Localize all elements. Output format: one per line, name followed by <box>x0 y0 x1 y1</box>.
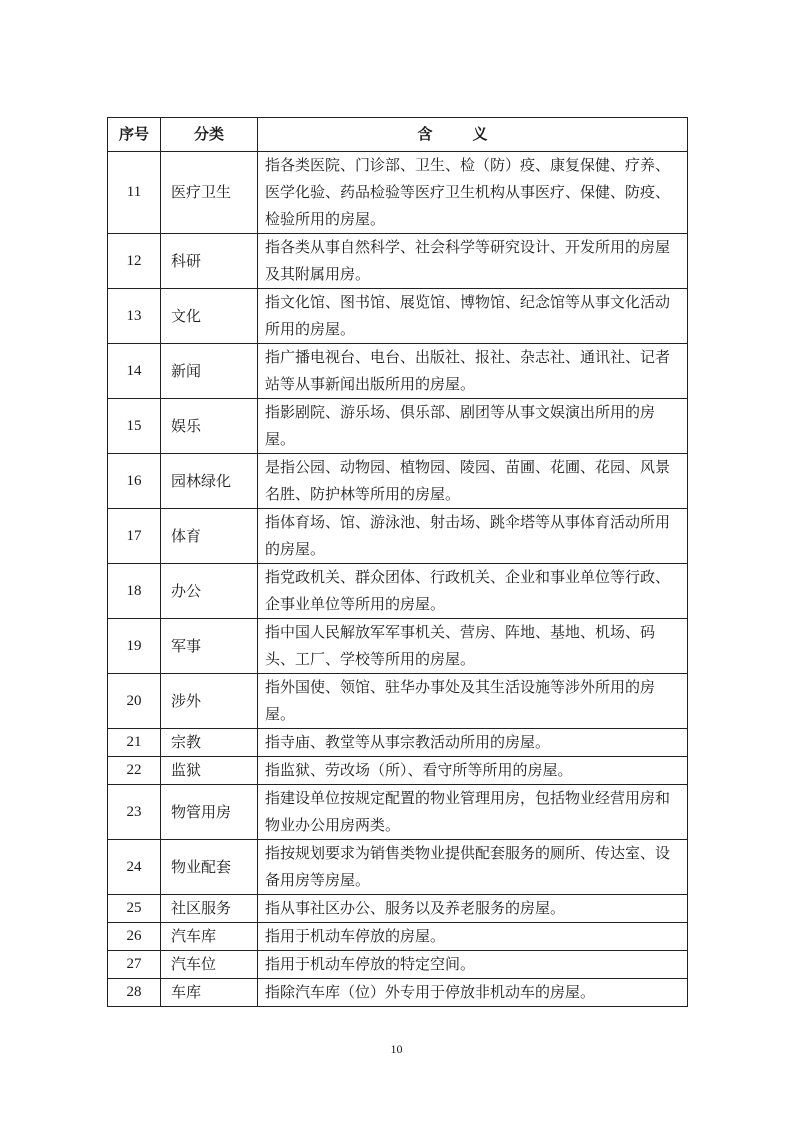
header-category: 分类 <box>161 118 258 152</box>
row-number: 28 <box>108 979 161 1007</box>
row-category: 汽车位 <box>161 951 258 979</box>
row-category: 娱乐 <box>161 399 258 454</box>
row-number: 13 <box>108 289 161 344</box>
row-meaning: 指各类医院、门诊部、卫生、检（防）疫、康复保健、疗养、医学化验、药品检验等医疗卫生机构从事医疗、保健、防疫、检验所用的房屋。 <box>258 152 688 234</box>
row-meaning: 指广播电视台、电台、出版社、报社、杂志社、通讯社、记者站等从事新闻出版所用的房屋。 <box>258 344 688 399</box>
classification-table <box>107 117 688 1007</box>
table-row <box>108 399 688 454</box>
row-category: 物管用房 <box>161 785 258 840</box>
table-row <box>108 509 688 564</box>
row-number: 15 <box>108 399 161 454</box>
table-row <box>108 564 688 619</box>
table-row <box>108 757 688 785</box>
page-number: 10 <box>390 1042 403 1056</box>
row-meaning: 指用于机动车停放的特定空间。 <box>258 951 688 979</box>
row-category: 医疗卫生 <box>161 152 258 234</box>
row-number: 26 <box>108 923 161 951</box>
table-row <box>108 785 688 840</box>
row-meaning: 指各类从事自然科学、社会科学等研究设计、开发所用的房屋及其附属用房。 <box>258 234 688 289</box>
row-meaning: 是指公园、动物园、植物园、陵园、苗圃、花圃、花园、风景名胜、防护林等所用的房屋。 <box>258 454 688 509</box>
header-number: 序号 <box>108 118 161 152</box>
row-meaning: 指中国人民解放军军事机关、营房、阵地、基地、机场、码头、工厂、学校等所用的房屋。 <box>258 619 688 674</box>
row-number: 22 <box>108 757 161 785</box>
row-meaning: 指建设单位按规定配置的物业管理用房，包括物业经营用房和物业办公用房两类。 <box>258 785 688 840</box>
header-meaning <box>258 118 688 152</box>
row-category: 园林绿化 <box>161 454 258 509</box>
row-number: 19 <box>108 619 161 674</box>
header-meaning-text: 含义 <box>417 125 528 143</box>
row-meaning: 指监狱、劳改场（所）、看守所等所用的房屋。 <box>258 757 688 785</box>
row-meaning: 指体育场、馆、游泳池、射击场、跳伞塔等从事体育活动所用的房屋。 <box>258 509 688 564</box>
row-category: 科研 <box>161 234 258 289</box>
row-number: 16 <box>108 454 161 509</box>
table-row <box>108 895 688 923</box>
row-category: 军事 <box>161 619 258 674</box>
table-row <box>108 979 688 1007</box>
row-number: 27 <box>108 951 161 979</box>
row-category: 车库 <box>161 979 258 1007</box>
row-meaning: 指外国使、领馆、驻华办事处及其生活设施等涉外所用的房屋。 <box>258 674 688 729</box>
row-category: 汽车库 <box>161 923 258 951</box>
row-category: 体育 <box>161 509 258 564</box>
row-number: 24 <box>108 840 161 895</box>
row-category: 宗教 <box>161 729 258 757</box>
row-category: 新闻 <box>161 344 258 399</box>
row-number: 20 <box>108 674 161 729</box>
table-row <box>108 289 688 344</box>
table-row <box>108 951 688 979</box>
row-number: 14 <box>108 344 161 399</box>
row-number: 21 <box>108 729 161 757</box>
row-category: 监狱 <box>161 757 258 785</box>
row-category: 文化 <box>161 289 258 344</box>
row-meaning: 指按规划要求为销售类物业提供配套服务的厕所、传达室、设备用房等房屋。 <box>258 840 688 895</box>
row-category: 社区服务 <box>161 895 258 923</box>
table-row <box>108 152 688 234</box>
table-body <box>108 152 688 1007</box>
table-header-row <box>108 118 688 152</box>
row-category: 办公 <box>161 564 258 619</box>
row-meaning: 指文化馆、图书馆、展览馆、博物馆、纪念馆等从事文化活动所用的房屋。 <box>258 289 688 344</box>
row-meaning: 指除汽车库（位）外专用于停放非机动车的房屋。 <box>258 979 688 1007</box>
table-row <box>108 729 688 757</box>
row-meaning: 指影剧院、游乐场、俱乐部、剧团等从事文娱演出所用的房屋。 <box>258 399 688 454</box>
table-row <box>108 923 688 951</box>
table-row <box>108 840 688 895</box>
row-meaning: 指从事社区办公、服务以及养老服务的房屋。 <box>258 895 688 923</box>
row-meaning: 指党政机关、群众团体、行政机关、企业和事业单位等行政、企事业单位等所用的房屋。 <box>258 564 688 619</box>
row-category: 物业配套 <box>161 840 258 895</box>
table-row <box>108 344 688 399</box>
row-number: 25 <box>108 895 161 923</box>
row-category: 涉外 <box>161 674 258 729</box>
row-number: 17 <box>108 509 161 564</box>
row-number: 11 <box>108 152 161 234</box>
row-meaning: 指寺庙、教堂等从事宗教活动所用的房屋。 <box>258 729 688 757</box>
table-row <box>108 234 688 289</box>
row-number: 23 <box>108 785 161 840</box>
row-meaning: 指用于机动车停放的房屋。 <box>258 923 688 951</box>
table-row <box>108 619 688 674</box>
table-row <box>108 454 688 509</box>
row-number: 12 <box>108 234 161 289</box>
row-number: 18 <box>108 564 161 619</box>
table-row <box>108 674 688 729</box>
